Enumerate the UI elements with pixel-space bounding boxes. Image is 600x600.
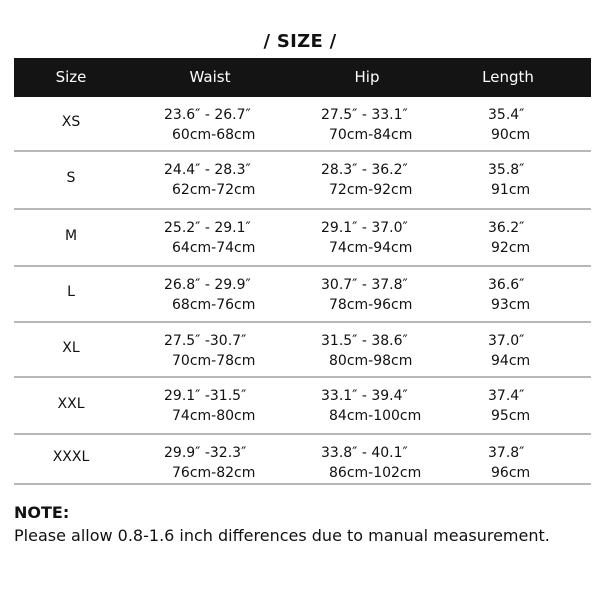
length-cm: 94cm xyxy=(491,353,531,369)
table-row xyxy=(14,323,591,378)
hip-cell xyxy=(321,331,412,371)
length-cm: 90cm xyxy=(491,127,531,143)
hip-cm: 86cm-102cm xyxy=(329,465,422,481)
table-row xyxy=(14,210,591,267)
length-cell xyxy=(488,331,530,371)
waist-cell xyxy=(164,443,255,483)
table-row xyxy=(14,435,591,485)
waist-inches: 27.5″ -30.7″ xyxy=(164,333,247,349)
waist-cell xyxy=(164,105,255,145)
waist-cell xyxy=(164,275,255,315)
hip-cell xyxy=(321,105,412,145)
length-inches: 36.6″ xyxy=(488,277,525,293)
size-label: XXXL xyxy=(52,449,90,465)
header-length: Length xyxy=(482,68,534,86)
table-row xyxy=(14,152,591,210)
table-row xyxy=(14,378,591,435)
length-cm: 96cm xyxy=(491,465,531,481)
length-cell xyxy=(488,443,530,483)
hip-cm: 78cm-96cm xyxy=(329,297,413,313)
hip-cell xyxy=(321,160,412,200)
size-label: XL xyxy=(62,339,80,356)
waist-cell xyxy=(164,160,255,200)
page-title: / SIZE / xyxy=(263,31,337,52)
hip-inches: 33.1″ - 39.4″ xyxy=(321,388,408,404)
size-label: XS xyxy=(61,113,81,130)
length-cm: 92cm xyxy=(491,240,531,256)
length-cell xyxy=(488,218,530,258)
hip-inches: 31.5″ - 38.6″ xyxy=(321,333,408,349)
waist-inches: 29.9″ -32.3″ xyxy=(164,445,247,461)
hip-inches: 28.3″ - 36.2″ xyxy=(321,162,408,178)
hip-cm: 80cm-98cm xyxy=(329,353,413,369)
header-waist: Waist xyxy=(189,68,231,86)
waist-cell xyxy=(164,331,255,371)
size-label: S xyxy=(66,170,76,186)
hip-cell xyxy=(321,275,412,315)
hip-cm: 72cm-92cm xyxy=(329,182,413,198)
length-cell xyxy=(488,386,530,426)
size-label: M xyxy=(64,227,78,244)
size-label: L xyxy=(67,284,75,300)
waist-cm: 62cm-72cm xyxy=(172,182,256,198)
length-cell xyxy=(488,275,530,315)
note-text: Please allow 0.8-1.6 inch differences due to manual measurement. xyxy=(14,526,550,545)
waist-inches: 26.8″ - 29.9″ xyxy=(164,277,251,293)
length-cm: 93cm xyxy=(491,297,531,313)
hip-cm: 84cm-100cm xyxy=(329,408,422,424)
size-label: XXL xyxy=(57,395,85,412)
waist-cm: 68cm-76cm xyxy=(172,297,256,313)
waist-inches: 29.1″ -31.5″ xyxy=(164,388,247,404)
waist-cm: 76cm-82cm xyxy=(172,465,256,481)
hip-inches: 27.5″ - 33.1″ xyxy=(321,107,408,123)
hip-cell xyxy=(321,386,421,426)
waist-cell xyxy=(164,218,255,258)
waist-cm: 74cm-80cm xyxy=(172,408,256,424)
length-inches: 37.8″ xyxy=(488,445,525,461)
waist-inches: 23.6″ - 26.7″ xyxy=(164,107,251,123)
waist-cm: 64cm-74cm xyxy=(172,240,256,256)
hip-cm: 70cm-84cm xyxy=(329,127,413,143)
hip-inches: 33.8″ - 40.1″ xyxy=(321,445,408,461)
table-header xyxy=(14,58,591,97)
header-hip: Hip xyxy=(354,68,380,86)
hip-inches: 30.7″ - 37.8″ xyxy=(321,277,408,293)
table-row xyxy=(14,97,591,152)
hip-cell xyxy=(321,443,421,483)
length-inches: 35.4″ xyxy=(488,107,525,123)
length-inches: 36.2″ xyxy=(488,220,525,236)
length-cell xyxy=(488,105,530,145)
waist-inches: 24.4″ - 28.3″ xyxy=(164,162,251,178)
waist-cell xyxy=(164,386,255,426)
waist-inches: 25.2″ - 29.1″ xyxy=(164,220,251,236)
length-cm: 91cm xyxy=(491,182,531,198)
table-row xyxy=(14,267,591,323)
note-label: NOTE: xyxy=(14,503,70,522)
header-size: Size xyxy=(55,68,87,86)
hip-cm: 74cm-94cm xyxy=(329,240,413,256)
length-cell xyxy=(488,160,530,200)
length-cm: 95cm xyxy=(491,408,531,424)
waist-cm: 60cm-68cm xyxy=(172,127,256,143)
length-inches: 35.8″ xyxy=(488,162,525,178)
waist-cm: 70cm-78cm xyxy=(172,353,256,369)
length-inches: 37.0″ xyxy=(488,333,525,349)
hip-inches: 29.1″ - 37.0″ xyxy=(321,220,408,236)
hip-cell xyxy=(321,218,412,258)
length-inches: 37.4″ xyxy=(488,388,525,404)
